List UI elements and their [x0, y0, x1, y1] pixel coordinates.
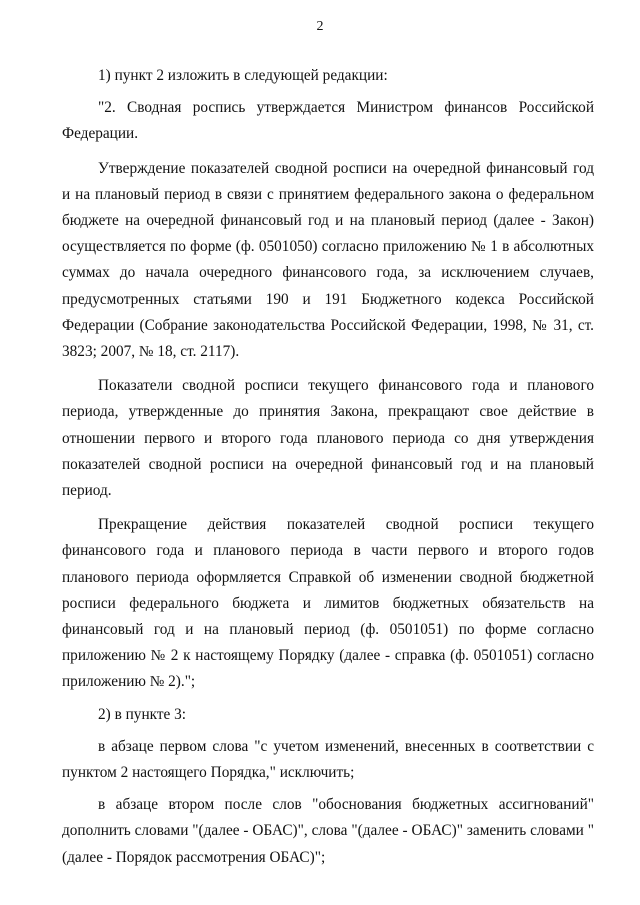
- paragraph-termination: Прекращение действия показателей сводной росписи текущего финансового года и планового периода в части первого и второго годов планового периода оформляется Справкой об изменении сводной бюджетной росписи федерального бюджета и лимитов бюджетных обязательств на финансовый год и на плановый период (ф. 0501051) по форме согласно приложению № 2 к настоящему Порядку (далее - справка (ф. 0501051) согласно приложению № 2).";: [62, 516, 594, 691]
- paragraph-approval: Утверждение показателей сводной росписи на очередной финансовый год и на плановый период в связи с принятием федерального закона о федеральном бюджете на очередной финансовый год и на плановый период (далее - Закон) осуществляется по форме (ф. 0501050) согласно приложению № 1 в абсолютных суммах до начала очередного финансового года, за исключением случаев, предусмотренных статьями 190 и 191 Бюджетного кодекса Российской Федерации (Собрание законодательства Российской Федерации, 1998, № 31, ст. 3823; 2007, № 18, ст. 2117).: [62, 159, 594, 361]
- paragraph-indicators: Показатели сводной росписи текущего финансового года и планового периода, утвержденные до принятия Закона, прекращают свое действие в отношении первого и второго года планового периода со дня утверждения показателей сводной росписи на очередной финансовый год и на плановый период.: [62, 377, 594, 500]
- paragraph-item-2: 2) в пункте 3:: [98, 705, 187, 723]
- paragraph-first-abzac: в абзаце первом слова "с учетом изменений, внесенных в соответствии с пунктом 2 настоящего Порядка," исключить;: [62, 737, 594, 782]
- document-body: [62, 63, 594, 871]
- paragraph-point-2-text: "2. Сводная роспись утверждается Министром финансов Российской Федерации.: [62, 99, 594, 143]
- paragraph-second-abzac: в абзаце втором после слов "обоснования бюджетных ассигнований" дополнить словами "(далее - ОБАС)", слова "(далее - ОБАС)" заменить словами "(далее - Порядок рассмотрения ОБАС)";: [62, 796, 594, 866]
- page-number: 2: [316, 19, 324, 34]
- paragraph-item-1: 1) пункт 2 изложить в следующей редакции:: [98, 67, 388, 84]
